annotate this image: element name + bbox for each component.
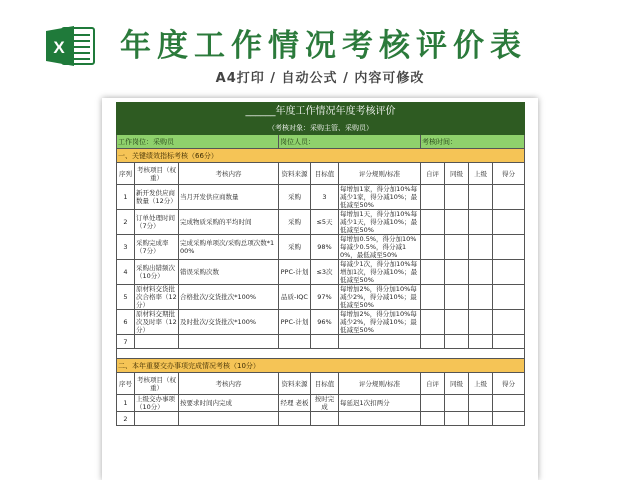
row-rule: 每延迟1次扣两分 (339, 395, 421, 412)
row-final-score[interactable] (493, 285, 525, 310)
row-target: 3 (311, 185, 339, 210)
row-number: 1 (117, 185, 135, 210)
row-rule: 每增加1天，得分加10%每减少1天，得分减10%；最低减至50% (339, 210, 421, 235)
row-number: 6 (117, 310, 135, 335)
row-superior-score[interactable] (469, 412, 493, 426)
table-row (117, 235, 525, 260)
row-self-score[interactable] (421, 335, 445, 349)
col-header: 考核项目（权重） (135, 373, 179, 395)
row-superior-score[interactable] (469, 210, 493, 235)
row-number: 2 (117, 412, 135, 426)
row-source: 采购 (279, 235, 311, 260)
col-header: 上级 (469, 373, 493, 395)
row-rule: 每增加1家，得分加10%每减少1家，得分减10%；最低减至50% (339, 185, 421, 210)
row-content: 合格批次/交货批次*100% (179, 285, 279, 310)
row-rule: 每增加2%，得分加10%每减少2%，得分减10%；最低减至50% (339, 310, 421, 335)
info-staff[interactable]: 岗位人员： (279, 135, 421, 149)
page-header (0, 0, 640, 100)
table-row (117, 285, 525, 310)
kpi-header-row (117, 163, 525, 185)
col-header: 资料来源 (279, 163, 311, 185)
col-header: 得分 (493, 163, 525, 185)
row-target (311, 412, 339, 426)
col-header: 序号 (117, 373, 135, 395)
row-peer-score[interactable] (445, 260, 469, 285)
row-superior-score[interactable] (469, 185, 493, 210)
row-source: 采购 (279, 185, 311, 210)
row-peer-score[interactable] (445, 235, 469, 260)
row-item: 新开发供应商数量（12分） (135, 185, 179, 210)
col-header: 得分 (493, 373, 525, 395)
row-final-score[interactable] (493, 210, 525, 235)
row-final-score[interactable] (493, 395, 525, 412)
row-target (311, 335, 339, 349)
table-row (117, 185, 525, 210)
col-header: 评分规则/标准 (339, 373, 421, 395)
row-target: 按时完成 (311, 395, 339, 412)
row-self-score[interactable] (421, 185, 445, 210)
col-header: 资料来源 (279, 373, 311, 395)
row-self-score[interactable] (421, 412, 445, 426)
table-row (117, 395, 525, 412)
row-content: 当月开发供应商数量 (179, 185, 279, 210)
page-subtitle: A4打印 / 自动公式 / 内容可修改 (215, 71, 425, 86)
row-number: 5 (117, 285, 135, 310)
row-superior-score[interactable] (469, 235, 493, 260)
table-row (117, 412, 525, 426)
row-final-score[interactable] (493, 335, 525, 349)
row-peer-score[interactable] (445, 412, 469, 426)
row-content: 按要求时间内完成 (179, 395, 279, 412)
col-header: 评分规则/标准 (339, 163, 421, 185)
row-final-score[interactable] (493, 185, 525, 210)
task-header-row (117, 373, 525, 395)
row-self-score[interactable] (421, 210, 445, 235)
row-source: 采购 (279, 210, 311, 235)
row-self-score[interactable] (421, 260, 445, 285)
info-time[interactable]: 考核时间： (421, 135, 525, 149)
row-peer-score[interactable] (445, 185, 469, 210)
col-header: 同级 (445, 373, 469, 395)
row-rule: 每减少1次，得分加10%每增加1次，得分减10%；最低减至50% (339, 260, 421, 285)
row-rule: 每增加2%，得分加10%每减少2%，得分减10%；最低减至50% (339, 285, 421, 310)
row-peer-score[interactable] (445, 285, 469, 310)
row-number: 3 (117, 235, 135, 260)
row-target: 96% (311, 310, 339, 335)
row-source (279, 335, 311, 349)
spreadsheet-preview (102, 98, 538, 480)
row-final-score[interactable] (493, 310, 525, 335)
row-self-score[interactable] (421, 395, 445, 412)
task-rows (117, 395, 525, 426)
col-header: 自评 (421, 373, 445, 395)
sheet-title: ______年度工作情况年度考核评价 (117, 103, 525, 121)
row-content: 完成采购单项次/采购总项次数*100% (179, 235, 279, 260)
row-peer-score[interactable] (445, 310, 469, 335)
col-header: 考核内容 (179, 373, 279, 395)
col-header: 上级 (469, 163, 493, 185)
row-item: 采购完成率（7分） (135, 235, 179, 260)
row-number: 4 (117, 260, 135, 285)
col-header: 同级 (445, 163, 469, 185)
row-target: 98% (311, 235, 339, 260)
row-item: 采购出错频次（10分） (135, 260, 179, 285)
row-superior-score[interactable] (469, 310, 493, 335)
row-item (135, 335, 179, 349)
table-spacer (117, 349, 525, 359)
row-rule (339, 412, 421, 426)
row-superior-score[interactable] (469, 285, 493, 310)
row-content (179, 412, 279, 426)
row-item: 订单处理时间（7分） (135, 210, 179, 235)
row-self-score[interactable] (421, 235, 445, 260)
evaluation-sheet (116, 102, 524, 426)
table-row (117, 310, 525, 335)
row-final-score[interactable] (493, 412, 525, 426)
row-peer-score[interactable] (445, 335, 469, 349)
row-item (135, 412, 179, 426)
row-superior-score[interactable] (469, 335, 493, 349)
row-target: ≤5天 (311, 210, 339, 235)
row-peer-score[interactable] (445, 210, 469, 235)
table-row (117, 335, 525, 349)
row-target: 97% (311, 285, 339, 310)
kpi-rows (117, 185, 525, 349)
info-position[interactable]: 工作岗位：采购员 (117, 135, 279, 149)
row-content: 错误采购次数 (179, 260, 279, 285)
row-content: 及时批次/交货批次*100% (179, 310, 279, 335)
row-superior-score[interactable] (469, 395, 493, 412)
col-header: 序列 (117, 163, 135, 185)
col-header: 自评 (421, 163, 445, 185)
sheet-subject: （考核对象：采购主管、采购员） (117, 121, 525, 135)
row-peer-score[interactable] (445, 395, 469, 412)
excel-logo-icon (44, 26, 96, 66)
row-source: PPC-计划 (279, 260, 311, 285)
page-title: 年度工作情况考核评价表 (120, 28, 527, 64)
row-source: 经理 老板 (279, 395, 311, 412)
col-header: 目标值 (311, 163, 339, 185)
row-source (279, 412, 311, 426)
table-row (117, 260, 525, 285)
col-header: 考核项目（权重） (135, 163, 179, 185)
row-target: ≤3次 (311, 260, 339, 285)
row-number: 7 (117, 335, 135, 349)
row-source: 品质-IQC (279, 285, 311, 310)
row-number: 2 (117, 210, 135, 235)
section-kpi-heading: 一、关键绩效指标考核（66分） (117, 149, 525, 163)
row-rule (339, 335, 421, 349)
row-self-score[interactable] (421, 285, 445, 310)
row-item: 上级交办事项（10分） (135, 395, 179, 412)
logo-letter: X (53, 38, 65, 57)
row-item: 原材料交货批次合格率（12分） (136, 285, 177, 309)
row-final-score[interactable] (493, 235, 525, 260)
row-superior-score[interactable] (469, 260, 493, 285)
row-source: PPC-计划 (279, 310, 311, 335)
row-number: 1 (117, 395, 135, 412)
evaluation-table (116, 102, 525, 426)
row-content (179, 335, 279, 349)
col-header: 考核内容 (179, 163, 279, 185)
row-item: 原材料交期批次及时率（12分） (136, 310, 177, 334)
section-task-heading: 二、本年重要交办事项完成情况考核（10分） (117, 359, 525, 373)
row-final-score[interactable] (493, 260, 525, 285)
table-row (117, 210, 525, 235)
row-content: 完成物质采购的平均时间 (179, 210, 279, 235)
row-rule: 每增加0.5%，得分加10%每减少0.5%，得分减10%，最低减至50% (339, 235, 421, 260)
row-self-score[interactable] (421, 310, 445, 335)
col-header: 目标值 (311, 373, 339, 395)
